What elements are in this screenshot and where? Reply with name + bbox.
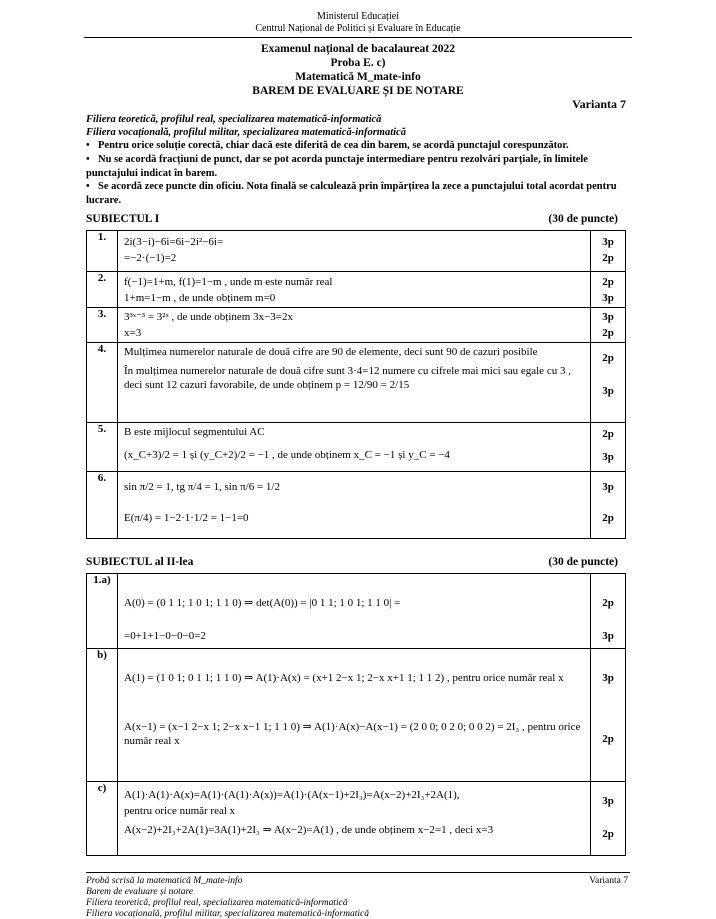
rule-2: • Nu se acordă fracțiuni de punct, dar se pot acorda punctaje intermediare pentru rezolvări parțiale, în limitele punctajului indicat în barem. <box>86 154 588 179</box>
exam-subject: Matematică M_mate-info <box>295 71 421 83</box>
rule-3: • Se acordă zece puncte din oficiu. Nota finală se calculează prin împărțirea la zece a punctajului total acordat pentru lucrare. <box>86 181 617 206</box>
footer-variant: Varianta 7 <box>589 876 628 886</box>
table-row: b) A(1) = (1 0 1; 0 1 1; 1 1 0) ⇒ A(1)·A(x) = (x+1 2−x 1; 2−x x+1 1; 1 1 2) , pentru orice număr real x A(x−1) = (x−1 2−x 1; 2−x x−1 1; 1 1 0) ⇒ A(1)·A(x)−A(x−1) = (2 0 0; 0 2 0; 0 0 2) = 2I₃ , pentru orice număr real x 3p 2p <box>87 649 626 782</box>
footer-line-4: Filiera vocațională, profilul militar, specializarea matematică-informatică <box>86 909 369 919</box>
subject-1-table <box>86 230 626 539</box>
table-row: 6. sin π/2 = 1, tg π/4 = 1, sin π/6 = 1/2 E(π/4) = 1−2·1·1/2 = 1−1=0 3p 2p <box>87 472 626 539</box>
barem-title: BAREM DE EVALUARE ȘI DE NOTARE <box>252 85 464 97</box>
footer-line-2: Barem de evaluare și notare <box>86 887 194 897</box>
table-row: c) A(1)·A(1)·A(x)=A(1)·(A(1)·A(x))=A(1)·(A(x−1)+2I₃)=A(x−2)+2I₃+2A(1), pentru orice număr real x A(x−2)+2I₃+2A(1)=3A(1)+2I₃ ⇒ A(x−2)=A(1) , de unde obținem x−2=1 , deci x=3 3p 2p <box>87 782 626 856</box>
variant-label: Varianta 7 <box>572 97 626 111</box>
filiera-1: Filiera teoretică, profilul real, specializarea matematică-informatică <box>86 114 382 125</box>
table-row: 1.a) A(0) = (0 1 1; 1 0 1; 1 1 0) ⇒ det(A(0)) = |0 1 1; 1 0 1; 1 1 0| = =0+1+1−0−0−0=2 2p 3p <box>87 574 626 649</box>
table-row: 3. 3³ˣ⁻³ = 3²ˣ , de unde obținem 3x−3=2x x=3 3p 2p <box>87 308 626 343</box>
filiera-2: Filiera vocațională, profilul militar, specializarea matematică-informatică <box>86 127 406 138</box>
table-row: 4. Mulțimea numerelor naturale de două cifre are 90 de elemente, deci sunt 90 de cazuri posibile În mulțimea numerelor naturale de două cifre sunt 3·4=12 numere cu cifrele mai mici sau egale cu 3 , deci sunt 12 cazuri favorabile, de unde obținem p = 12/90 = 2/15 2p 3p <box>87 343 626 423</box>
subject-1-heading: SUBIECTUL I (30 de puncte) <box>86 213 618 225</box>
footer-line-3: Filiera teoretică, profilul real, specializarea matematică-informatică <box>86 898 348 908</box>
table-row: 2. f(−1)=1+m, f(1)=1−m , unde m este număr real 1+m=1−m , de unde obținem m=0 2p 3p <box>87 272 626 308</box>
table-row: 1. 2i(3−i)−6i=6i−2i²−6i= =−2·(−1)=2 3p 2p <box>87 231 626 272</box>
subject-2-table <box>86 573 626 856</box>
center-header: Centrul Național de Politici și Evaluare în Educație <box>255 23 461 34</box>
exam-proba: Proba E. c) <box>330 57 386 69</box>
footer-rule <box>86 872 630 873</box>
ministry-header: Ministerul Educației <box>317 11 399 22</box>
subject-2-heading: SUBIECTUL al II-lea (30 de puncte) <box>86 556 618 568</box>
header-rule <box>84 37 632 38</box>
rule-1: • Pentru orice soluție corectă, chiar dacă este diferită de cea din barem, se acordă punctajul corespunzător. <box>86 140 569 151</box>
table-row: 5. B este mijlocul segmentului AC (x_C+3)/2 = 1 și (y_C+2)/2 = −1 , de unde obținem x_C = −1 și y_C = −4 2p 3p <box>87 423 626 472</box>
exam-title: Examenul național de bacalaureat 2022 <box>260 43 456 55</box>
footer-line-1: Probă scrisă la matematică M_mate-info <box>86 876 243 886</box>
